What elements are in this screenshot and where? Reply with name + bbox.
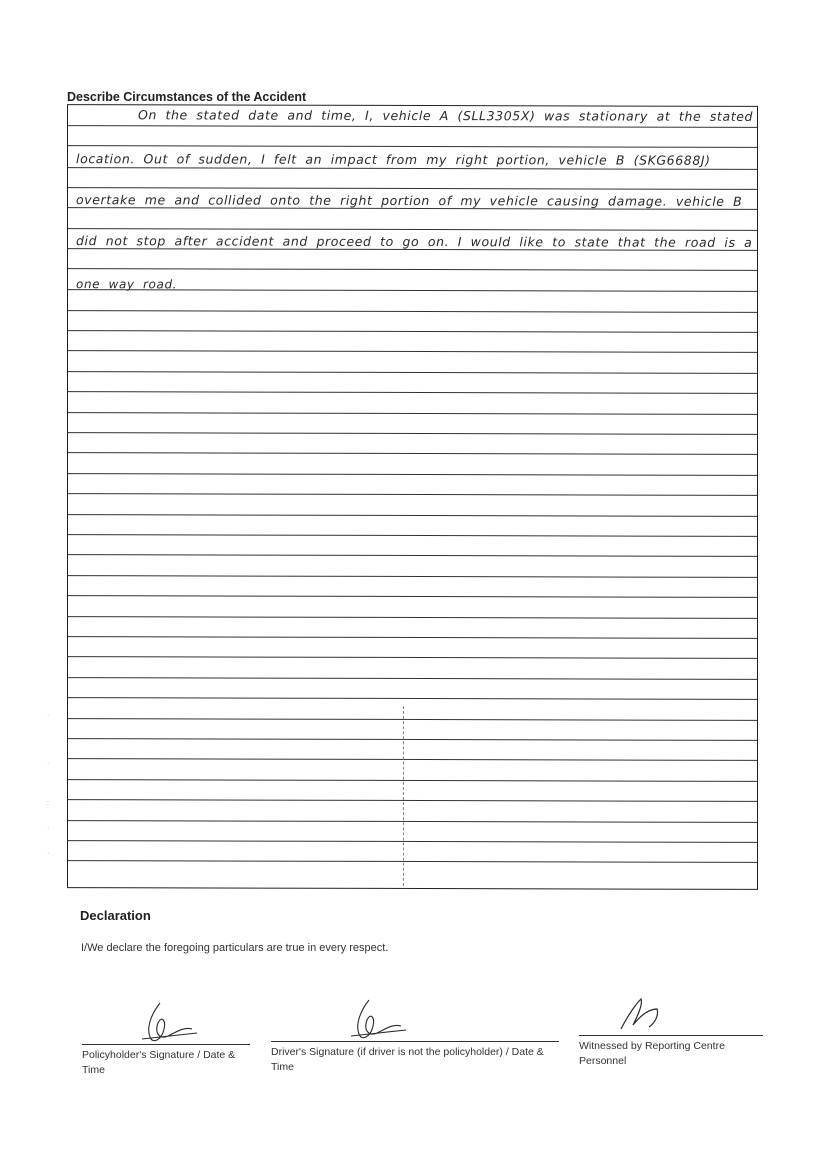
ruled-line: [68, 391, 757, 394]
ruled-line: [68, 514, 757, 517]
ruled-line: [68, 697, 757, 700]
witness-signature-label: Witnessed by Reporting Centre Personnel: [579, 1040, 725, 1067]
ruled-line: [68, 636, 757, 639]
ruled-line: [68, 371, 757, 374]
scan-speck: ·: [47, 850, 50, 857]
ruled-line: [68, 534, 757, 537]
ruled-line: [68, 432, 757, 435]
handwritten-line-3: overtake me and collided onto the right portion of my vehicle causing damage. vehicle B: [76, 192, 743, 209]
scan-speck: ·: [47, 760, 50, 767]
ruled-line: [68, 595, 757, 598]
accident-section-title: Describe Circumstances of the Accident: [67, 90, 307, 104]
witness-signature-graphic: [617, 995, 667, 1033]
handwritten-line-5: one way road.: [76, 277, 178, 292]
scan-speck: :: [47, 800, 49, 807]
ruled-line: [68, 575, 757, 578]
ruled-line: [68, 310, 757, 313]
ruled-line: [68, 860, 757, 863]
ruled-line: [68, 187, 757, 190]
ruled-line: [68, 820, 757, 823]
ruled-line: [68, 452, 757, 455]
ruled-line: [68, 493, 757, 496]
policyholder-signature-label: Policyholder's Signature / Date & Time: [82, 1049, 236, 1076]
ruled-line: [68, 718, 757, 721]
ruled-line: [68, 738, 757, 741]
driver-signature-line: [271, 1041, 559, 1042]
ruled-line: [68, 350, 757, 353]
policyholder-signature-graphic: [122, 999, 202, 1049]
ruled-line: [68, 840, 757, 843]
policyholder-signature-line: [82, 1044, 250, 1045]
ruled-line: [68, 677, 757, 680]
ruled-line: [68, 779, 757, 782]
handwritten-line-1: On the stated date and time, I, vehicle A (SLL3305X) was stationary at the stated: [138, 107, 754, 124]
ruled-line: [68, 656, 757, 659]
declaration-title: Declaration: [80, 908, 151, 923]
ruled-line: [68, 616, 757, 619]
declaration-text: I/We declare the foregoing particulars are true in every respect.: [81, 942, 389, 954]
witness-signature-block: [579, 1035, 763, 1075]
ruled-line: [68, 228, 757, 231]
driver-signature-label: Driver's Signature (if driver is not the policyholder) / Date & Time: [271, 1046, 544, 1073]
ruled-line: [68, 412, 757, 415]
ruled-line: [68, 554, 757, 557]
handwritten-line-4: did not stop after accident and proceed to go on. I would like to state that the road is a: [76, 233, 753, 250]
driver-signature-block: [271, 1041, 559, 1081]
scan-speck: ·: [47, 825, 50, 832]
scan-fold-mark: [403, 706, 404, 886]
handwritten-line-2: location. Out of sudden, I felt an impact from my right portion, vehicle B (SKG6688J): [76, 151, 711, 168]
ruled-line: [68, 145, 757, 148]
ruled-line: [68, 330, 757, 333]
ruled-line: [68, 473, 757, 476]
ruled-line: [68, 799, 757, 802]
witness-signature-line: [579, 1035, 763, 1036]
scan-speck: ·: [47, 712, 50, 719]
ruled-line: [68, 125, 757, 128]
policyholder-signature-block: [82, 1044, 250, 1084]
driver-signature-graphic: [329, 996, 409, 1046]
ruled-writing-box: [67, 104, 758, 890]
ruled-line: [68, 758, 757, 761]
ruled-line: [68, 268, 757, 271]
